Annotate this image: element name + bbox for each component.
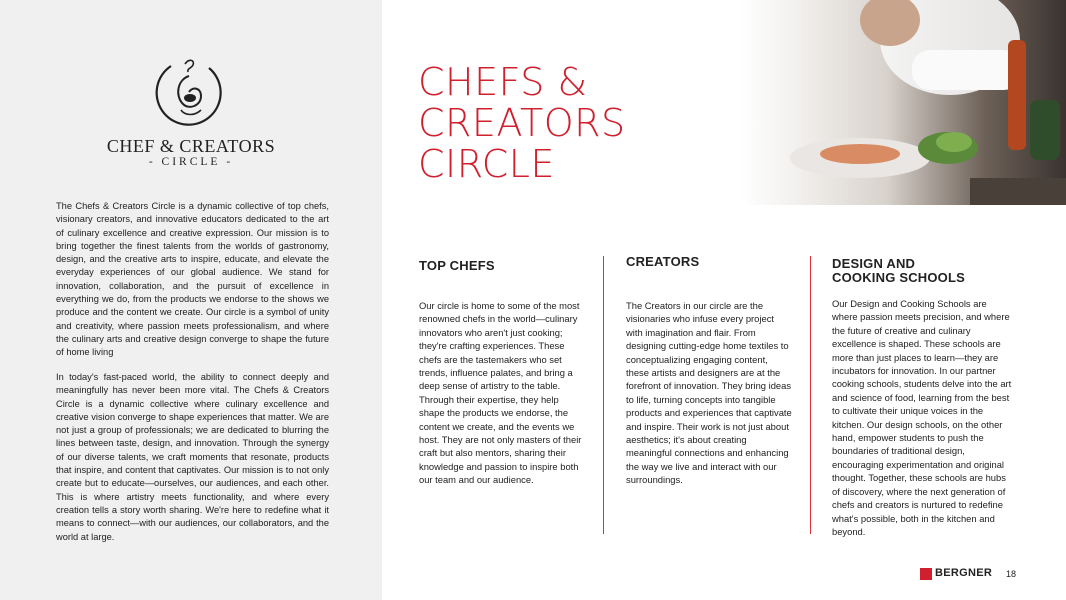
intro-paragraph-1: The Chefs & Creators Circle is a dynamic collective of top chefs, visionary creators, and innovative educators dedicated to the art of culinary excellence and creative expression. Our mission is to bring together the finest talents from the worlds of gastronomy, design, and the creative arts to inspire, educate, and elevate the everyday experiences of our global audience. We stand for innovation, collaboration, and the pursuit of excellence in everything we do, from the products we endorse to the shows we produce and the content we create. Our circle is a symbol of unity and creativity, where passion meets professionalism, and where the culinary arts and creative design converge to shape the future of home living — [56, 201, 329, 358]
brand-subtitle: - CIRCLE - — [148, 156, 234, 168]
chef-plating-photo — [740, 0, 1066, 205]
title-line-3: CIRCLE — [418, 142, 555, 186]
schools-body: Our Design and Cooking Schools are where passion meets precision, and where the future of creative and culinary excellence is shaped. These schools are more than just places to learn—they are incubators for innovation. In our partner cooking schools, students delve into the art and science of food, learning from the best to cultivate their unique voices in the kitchen. Our design schools, on the other hand, empower students to push the boundaries of traditional design, encouraging experimentation and original thought. Together, these schools are hubs of discovery, where the next generation of chefs and creators is nurtured to redefine what's possible, both in the kitchen and beyond. — [832, 298, 1012, 537]
column-divider-2 — [810, 256, 811, 534]
brand-name: CHEF & CREATORS — [106, 136, 276, 156]
chef-circle-logo-icon — [149, 56, 229, 130]
column-divider-1 — [603, 256, 604, 534]
top-chefs-heading: TOP CHEFS — [419, 258, 495, 273]
intro-paragraph-2: In today's fast-paced world, the ability to connect deeply and meaningfully has never been more vital. The Chefs & Creators Circle is a dynamic collective where culinary excellence and creative vision converge to shape experiences that matter. We are not just a group of professionals; we are dedicated to blurring the lines between taste, design, and innovation. Through the synergy of our diverse talents, we craft moments that resonate, products that inspire, and content that captivates. Our mission is to not only create but to educate—ourselves, our audiences, and each other. This is where artistry meets functionality, and where every creation tells a story worth sharing. We're here to redefine what it means to connect—with our audiences, our collaborators, and the world at large. — [56, 372, 329, 542]
top-chefs-body: Our circle is home to some of the most renowned chefs in the world—culinary innovators who aren't just cooking; they're crafting experiences. These chefs are the tastemakers who set trends, influence palates, and bring a deep sense of artistry to the table. Through their expertise, they help shape the products we endorse, the content we create, and the events we host. They are not only masters of their craft but also mentors, sharing their knowledge and passion to inspire both our team and our audience. — [419, 300, 582, 486]
left-panel — [0, 0, 382, 600]
creators-heading: CREATORS — [626, 254, 700, 269]
bergner-logo — [920, 567, 993, 581]
page-number: 18 — [1006, 569, 1017, 579]
chef-photo-illustration — [740, 0, 1066, 205]
title-line-2: CREATORS — [418, 101, 626, 145]
schools-heading-line-2: COOKING SCHOOLS — [832, 270, 966, 285]
bergner-logo-text: BERGNER — [935, 567, 993, 579]
bergner-logo-icon — [920, 568, 932, 580]
creators-body: The Creators in our circle are the visionaries who infuse every project with imagination and flair. From designing cutting-edge home textiles to conceptualizing engaging content, these artists and designers are at the forefront of innovation. They bring ideas to life, turning concepts into tangible products and experiences that captivate and inspire. Their work is not just about aesthetics; it's about creating meaningful connections and enhancing the way we live and interact with our surroundings. — [626, 300, 792, 486]
schools-heading-line-1: DESIGN AND — [832, 256, 916, 271]
schools-heading — [832, 257, 965, 285]
title-line-1: CHEFS & — [418, 60, 588, 104]
page-title — [418, 62, 626, 185]
